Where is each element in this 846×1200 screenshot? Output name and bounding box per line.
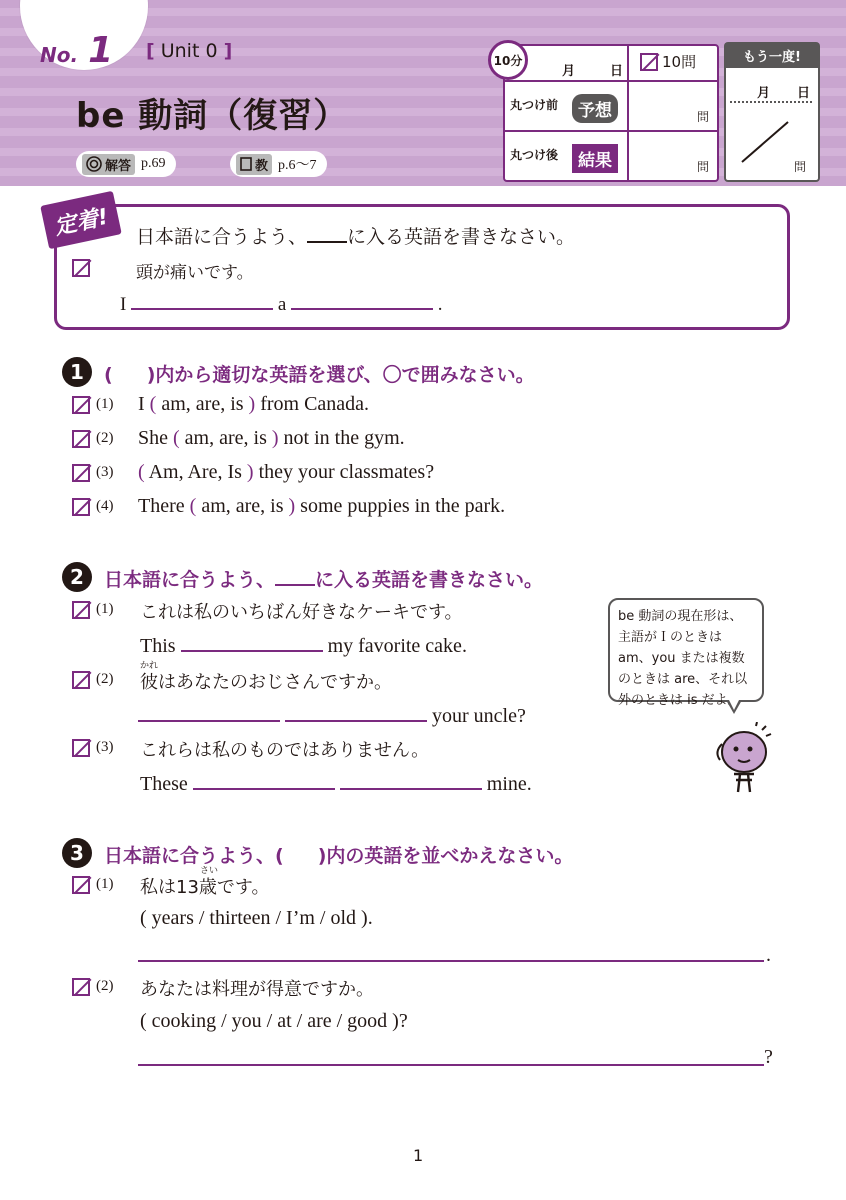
sentence-text: from Canada. — [260, 393, 370, 415]
question-english — [140, 770, 532, 796]
question-number: (2) — [96, 671, 114, 687]
answer-tag — [82, 154, 135, 175]
answer-blank[interactable] — [285, 702, 427, 722]
question-sentence — [138, 427, 405, 450]
paren-open: ( — [189, 495, 197, 517]
paren-open: ( — [149, 393, 157, 415]
teichaku-instruction — [136, 222, 575, 249]
question-checkbox[interactable] — [72, 464, 90, 486]
checkbox-icon — [72, 739, 90, 757]
section-number: 1 — [62, 357, 92, 387]
answer-blank[interactable] — [131, 290, 273, 310]
question-japanese: 彼はあなたのおじさんですか。 — [140, 672, 392, 693]
question-number: (1) — [96, 876, 114, 892]
paren-close: ) — [248, 393, 256, 415]
title-text: 日本語に合うよう、 — [104, 569, 276, 591]
teichaku-japanese: 頭が痛いです。 — [136, 263, 254, 283]
question-number: (2) — [96, 430, 114, 446]
textbook-page-chip — [230, 151, 327, 177]
answer-blank[interactable] — [291, 290, 433, 310]
english-text: . — [437, 294, 443, 315]
question-checkbox[interactable] — [72, 601, 90, 623]
question-checkbox[interactable] — [72, 430, 90, 452]
after-grading-label: 丸つけ後 — [510, 148, 559, 162]
question-checkbox[interactable] — [72, 876, 90, 898]
blank-sample — [275, 568, 315, 586]
teichaku-checkbox[interactable] — [72, 259, 90, 281]
checkbox-icon — [72, 876, 90, 894]
section-title — [104, 360, 535, 387]
blank-sample — [307, 225, 347, 243]
textbook-label: 教 — [255, 158, 269, 174]
question-checkbox[interactable] — [72, 396, 90, 418]
title-text: 日本語に合うよう、( — [104, 845, 284, 867]
paren-close: ) — [288, 495, 296, 517]
unit-label — [146, 40, 232, 62]
english-text: my favorite cake. — [327, 635, 467, 657]
section-number: 2 — [62, 562, 92, 592]
spiral-icon — [86, 156, 102, 172]
hint-bubble: be 動詞の現在形は、主語がＩのときは am、you または複数のときは are、それ以外のときは is だよ。 — [608, 598, 764, 702]
paren-close: ) — [246, 461, 254, 483]
answer-choices[interactable]: am, are, is — [161, 393, 244, 415]
question-sentence — [138, 393, 369, 416]
checkbox-icon — [72, 396, 90, 414]
english-text: mine. — [486, 773, 532, 795]
english-text: your uncle? — [432, 705, 526, 727]
checkbox-icon — [72, 430, 90, 448]
answer-line[interactable] — [138, 960, 764, 962]
sentence-text: I — [138, 393, 145, 415]
total-questions — [640, 51, 696, 72]
question-japanese: これらは私のものではありません。 — [140, 740, 430, 761]
answer-line-end: . — [766, 944, 771, 966]
unit-bracket-close: ] — [223, 40, 233, 62]
question-words: ( cooking / you / at / are / good )? — [140, 1010, 408, 1032]
english-text: a — [277, 294, 287, 315]
teichaku-english — [120, 290, 443, 316]
question-number: (4) — [96, 498, 114, 514]
retry-day-label: 日 — [797, 86, 811, 101]
question-japanese: これは私のいちばん好きなケーキです。 — [140, 602, 463, 623]
retry-slash-icon — [736, 118, 796, 168]
question-number: (2) — [96, 978, 114, 994]
ruby-text: かれ — [140, 661, 159, 671]
instruction-text: に入る英語を書きなさい。 — [347, 226, 576, 248]
answer-blank[interactable] — [181, 632, 323, 652]
answer-page: p.69 — [141, 156, 166, 171]
ruby-text: さい — [200, 866, 219, 876]
result-badge: 結果 — [572, 144, 618, 173]
lesson-number-value: 1 — [88, 30, 114, 71]
timer-badge: 10分 — [488, 40, 528, 80]
answer-blank[interactable] — [138, 702, 280, 722]
prediction-unit: 問 — [697, 110, 710, 124]
answer-choices[interactable]: am, are, is — [201, 495, 284, 517]
total-questions-value: 10問 — [662, 53, 697, 71]
question-words: ( years / thirteen / I’m / old ). — [140, 907, 373, 929]
paren-open: ( — [173, 427, 180, 449]
title-text: )内から適切な英語を選び、〇で囲みなさい。 — [146, 364, 535, 386]
date-month-label: 月 — [562, 64, 576, 79]
answer-choices[interactable]: Am, Are, Is — [148, 461, 242, 483]
textbook-tag — [236, 154, 272, 175]
checkbox-icon — [72, 671, 90, 689]
book-icon — [240, 157, 252, 171]
before-grading-label: 丸つけ前 — [510, 98, 559, 112]
section-title — [104, 565, 543, 592]
question-sentence — [138, 495, 505, 518]
teichaku-tag: 定着! — [40, 191, 122, 249]
answer-label: 解答 — [105, 158, 132, 174]
result-unit: 問 — [697, 160, 710, 174]
question-english — [140, 632, 467, 658]
question-checkbox[interactable] — [72, 498, 90, 520]
answer-line-end: ? — [764, 1046, 773, 1068]
date-day-label: 日 — [610, 64, 624, 79]
paren-open: ( — [138, 461, 145, 483]
answer-blank[interactable] — [193, 770, 335, 790]
checkbox-icon — [72, 978, 90, 996]
retry-month-label: 月 — [757, 86, 771, 101]
checkbox-icon — [72, 259, 90, 277]
question-japanese: あなたは料理が得意ですか。 — [140, 979, 374, 1000]
question-checkbox[interactable] — [72, 739, 90, 761]
unit-name: Unit 0 — [160, 40, 218, 62]
retry-label: もう一度! — [724, 42, 820, 68]
checkbox-icon — [72, 601, 90, 619]
question-number: (1) — [96, 601, 114, 617]
question-english — [138, 702, 526, 728]
section-number: 3 — [62, 838, 92, 868]
mascot-icon — [704, 722, 774, 802]
lesson-number — [40, 30, 113, 71]
question-number: (1) — [96, 396, 114, 412]
page-number: 1 — [413, 1146, 424, 1165]
retry-divider — [730, 101, 812, 103]
section-title — [104, 841, 573, 868]
retry-unit: 問 — [794, 160, 807, 174]
question-checkbox[interactable] — [72, 978, 90, 1000]
question-checkbox[interactable] — [72, 671, 90, 693]
question-japanese: 私は13歳です。 — [140, 877, 270, 898]
question-number: (3) — [96, 464, 114, 480]
sentence-text: There — [138, 495, 185, 517]
instruction-text: 日本語に合うよう、 — [136, 226, 308, 248]
page-title: be 動詞（復習） — [76, 96, 349, 136]
textbook-pages: p.6～7 — [278, 158, 317, 173]
prediction-badge: 予想 — [572, 94, 618, 123]
title-text: ( — [104, 364, 113, 386]
question-number: (3) — [96, 739, 114, 755]
answer-page-chip — [76, 151, 176, 177]
checkbox-icon — [72, 498, 90, 516]
answer-line[interactable] — [138, 1064, 764, 1066]
question-sentence — [138, 461, 434, 484]
answer-blank[interactable] — [340, 770, 482, 790]
sentence-text: not in the gym. — [283, 427, 405, 449]
title-text: )内の英語を並べかえなさい。 — [317, 845, 574, 867]
paren-close: ) — [271, 427, 279, 449]
english-text: This — [140, 635, 176, 657]
title-text: に入る英語を書きなさい。 — [315, 569, 544, 591]
checkbox-icon — [640, 53, 658, 71]
checkbox-icon — [72, 464, 90, 482]
english-text: I — [120, 294, 127, 315]
sentence-text: She — [138, 427, 168, 449]
english-text: These — [140, 773, 188, 795]
answer-choices[interactable]: am, are, is — [184, 427, 267, 449]
sentence-text: some puppies in the park. — [300, 495, 506, 517]
sentence-text: they your classmates? — [258, 461, 435, 483]
lesson-number-label: No. — [40, 43, 79, 67]
unit-bracket-open: [ — [146, 40, 155, 62]
hint-bubble-tail-inner — [728, 698, 740, 710]
